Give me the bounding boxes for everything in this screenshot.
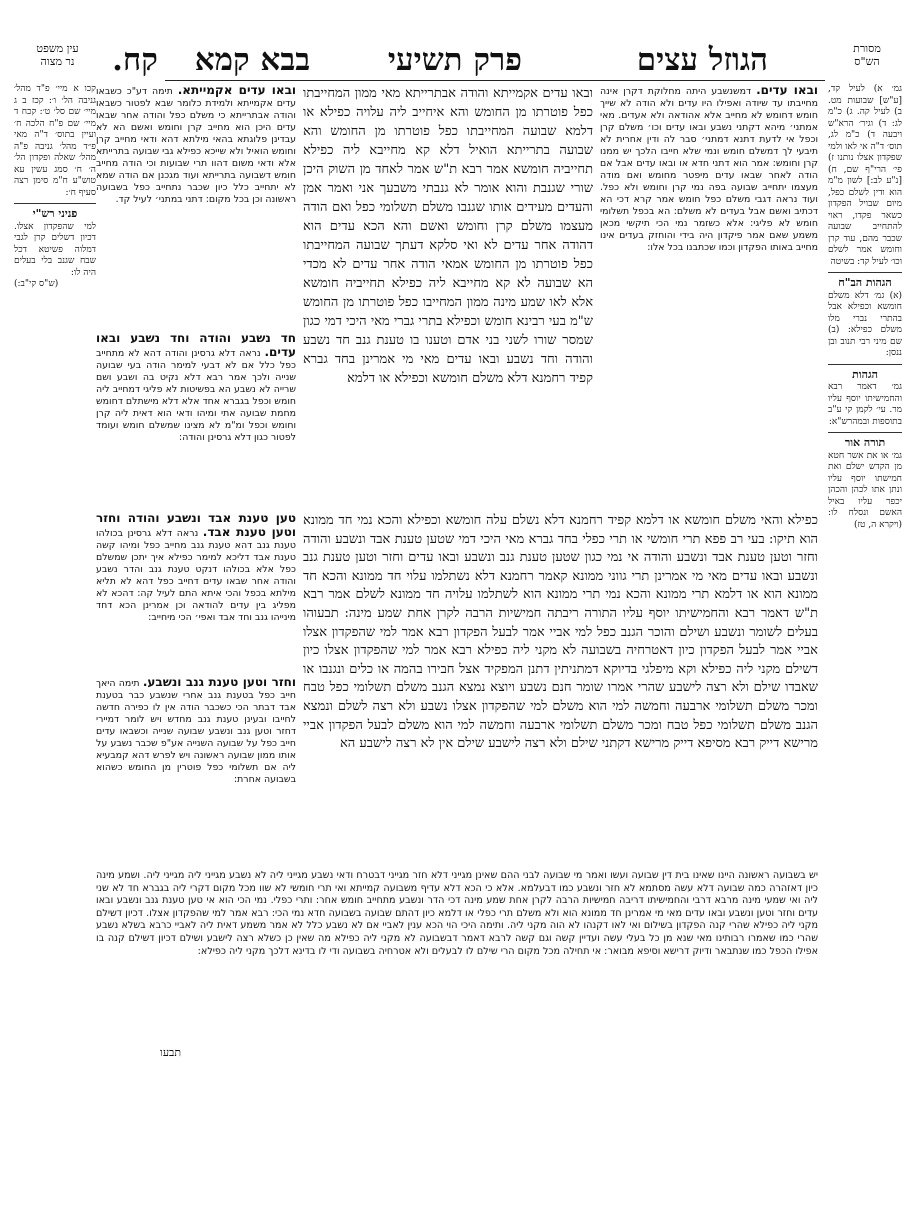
ein-mishpat-notes: קכו א מיי׳ פ"ד מהל׳ גניבה הל׳ ו׳: קכז ב ג מיי׳ שם סל׳ ט׳: קכח ד מיי׳ שם פ"ח הלכה ח׳ ועיין בתוס׳ ד"ה מאי פ״ד מהל׳ גניבה פ"ה מהל׳ שאלה ופקדון הל׳ ה׳ ח׳ סמג עשין עא טוש"ע ח"מ סימן רצה סעיף ח׳: xyxy=(14,84,96,198)
bottom-commentary-text: יש בשבועה ראשונה היינו שאינו בית דין שבועה ועשו ואמר מי שבועה לבני ההם שאינן מגייני דלא חזר מגייני דבטרח ודאי נשבע מגייני ליה לא נשבע מגייני ליה מגייני ליה. ושמע מינה כיון דאזהרה כמה שבועה דלא עשה מסתמא לא חזר ונשבע כמו דבעלמא. אלא כי הכא דלא עדיף משבועה קמייתא ואי תרי חומשי לא שוו מכל מקום דקרי ליה בגברא חד לא שני ליה ואי שמעי מינה מרבא דרבי והחמישיתו דריבה חמישיות הרבה לקרן אחת שמע מינה דכי הדר ונשבע מתחייב חומש אחר: ותרי כפלי. נמי הכי הוא אי טען טענת גנב ונשבע ובאו עדים וחזר וטען ונשבע ובאו עדים מאי מי אמרינן חד ממונא הוא ולא משלם תרי כפלי או דלמא כיון דהתם שבועה בשבועה חדא נמי הכי: רבא אמר למי שהפקדון אצלו. דכיון דשילם מקני ליה כפילא שהרי קנה הפקדון בשילום ואי לאו דקנהו לא הוה מקני ליה. ותימה היכי הוי הכא ענין לאביי אם לא נשבע כלל לא אמר משמע דאית ליה לאביי כרבא בשלא נשבע שהרי כמו שאמרו רבותינו מאי שנא מן כל בעלי עשה ועדיין קשה וגם קשה לרבא דאמר דבשבועה לא מקני ליה כפילא מה שאין כן כשלא רצה לישבע ושילם דכיון דשילם קנה בו אפילו הכפל כמו שנתבאר ודיוק דרישא וסיפא מבואר: אי תחילה מכל מקום הרי שילם לו לבעלים ולא אטרחיה בשבועה ודי לו בדינא דלכך מקני ליה כפילא: xyxy=(96,870,818,957)
gemara-continuation xyxy=(303,512,818,864)
gemara-continuation-text: כפילא והאי משלם חומשא או דלמא קפיד רחמנא דלא נשלם עלה חומשא וכפילא והכא נמי חד ממונא הוא תיקו: בעי רב פפא תרי חומשי או תרי כפלי בחד גברא מאי היכי דמי שטען טענת אבד ונשבע והודה וחזר וטען טענת אבד ונשבע והודה אי נמי כגון שטען טענת גנב ונשבע ובאו עדים וחזר וטען טענת גנב ונשבע ובאו עדים מאי מי אמרינן תרי גווני ממונא קאמר רחמנא דלא נשתלמו עלוי חד ממונא והכא חד ממונא הוא או דלמא תרי ממונא והכא נמי תרי ממונא הוא לשתלמו עלויה חד ממונא לשלם אמר רבא ת"ש דאמר רבא והחמישיתו יוסף עליו התורה ריבתה חמישיות הרבה לקרן אחת שמע מינה: תבעוהו בעלים לשומר ונשבע ושילם והוכר הגנב כפל למי אביי אמר לבעל הפקדון רבא אמר למי שהפקדון אצלו אביי אמר לבעל הפקדון כיון דאטרחיה בשבועה לא מקני ליה כפילא רבא אמר למי שהפקדון אצלו כיון דשילם מקני ליה כפילא וקא מיפלגי בדיוקא דמתניתין דתנן המפקיד אצל חבירו בהמה או כלים ונגנבו או שאבדו שילם ולא רצה לישבע שהרי אמרו שומר חנם נשבע ויוצא נמצא הגנב משלם תשלומי כפל טבח ומכר משלם תשלומי ארבעה וחמשה למי הוא משלם למי שהפקדון אצלו נשבע ולא רצה לשלם ונמצא הגנב משלם תשלומי כפל טבח ומכר משלם תשלומי ארבעה וחמשה למי הוא משלם לבעל הפקדון אביי מרישא דייק רבא מסיפא דייק מרישא דקתני שילם ולא רצה לישבע שילם אין לא רצה לישבע הא xyxy=(303,513,818,752)
ein-mishpat-column xyxy=(14,84,96,304)
tosafot-mid-text: נראה דלא גרסינן והודה דהא לא מתחייב כפל כלל אם לא דבעי למימר הודה בעי שבועה שנייה ולכך אמר רבא דלא נקיט בה ושבע ושם שרייה לא נשבע הא בפשיטות לא פליגי דמחייב ליה חומש וכפל בגברא אחד אלא דלא מישתלם דחומש מחמת שבועה אתי ומיהו ודאי הוא דאית ליה קרן וחומש וכפל ומ"מ לא מצינו שמשלם חומש ועומד לפטור כגון דלא גרסינן והודה: xyxy=(96,348,296,443)
chapter-title-right: הגוזל עצים xyxy=(636,42,768,78)
haggahot-divider xyxy=(828,364,902,365)
gemara-column xyxy=(303,84,593,508)
folio-number: קח. xyxy=(112,42,158,78)
commentary-lead-words: ובאו עדים. xyxy=(756,83,819,97)
gemara-text: ובאו עדים אקמייתא והודה אבתרייתא מאי ממון המחייבתו כפל פוטרתו מן החומש והא איחייב ליה עלויה כפילא או דלמא שבועה המחייבתו כפל פוטרתו מן החומש והא שבועה בתרייתא הואיל דלא קא מחייבא ליה כפילא תחייביה חומשא אמר רבא ת"ש אמר לאחד מן השוק היכן שורי שגנבת והוא אומר לא גנבתי משבעך אני ואמר אמן והעדים מעידים אותו שגנבו משלם תשלומי כפל ואם הודה מעצמו משלם קרן וחומש ואשם והא הכא עדים הוא דהודה אחר עדים לא ואי סלקא דעתך שבועה המחייבתו כפל פוטרתו מן החומש אמאי הודה אחר עדים לא מכדי הא שבועה לא קא מחייבא ליה כפילא תחייביה חומשא אלא לאו שמע מינה ממון המחייבו כפל פוטרתו מן החומש ש"מ בעי רבינא חומש וכפילא בתרי גברי מאי היכי דמי כגון שמסר שורו לשני בני אדם וטענו בו טענת גנב חד נשבע והודה וחד נשבע ובאו עדים מאי מי אמרינן בחד גברא קפיד רחמנא דלא משלם חומשא וכפילא או דלמא xyxy=(303,86,593,386)
haggahot-heading: הגהות הב"ח xyxy=(838,276,892,289)
header-rule xyxy=(165,80,825,81)
catchword: תבעו xyxy=(160,1046,182,1059)
tosafot-mid-left xyxy=(96,332,296,508)
masoret-column xyxy=(828,84,902,530)
tosafot-text: תימה דע"כ כשבאו עדים אקמייתא ולמידת כלומר שבא לפטור כשבאו והודה אבתרייתא כי משלם כפל והודה אחר שבאו עדים היכן הוא מחייב קרן וחומש ואשם הא לא עבדינן פלוגתא בהאי מילתא דהא ודאי מחייב קרן וחומש הואיל ולא שייכא כפילא גבי שבועה בתרייתא אלא ודאי משום דהוו תרי שבועות וכי הודה מחייב חומש דשבועה בתרייתא ועוד מגכנן אם הודה שמא לא יתחייב כלל כיון שכבר נתחייב כפל בשבועה ראשונה וכן בכל מקום: דתני במתני׳ לעיל קד. xyxy=(96,86,296,205)
ein-mishpat-heading: עין משפט נר מצוה xyxy=(36,42,79,68)
tosafot-mid-lead: חד נשבע והודה וחד נשבע ובאו עדים. xyxy=(96,331,296,359)
ein-divider xyxy=(14,203,96,204)
tosafot-bottom-lead: וחזר וטען טענת גנב ונשבע. xyxy=(142,675,296,689)
torah-or-text: גמ׳ או את אשר חטא מן הקדש ישלם ואת חמישתו יוסף עליו ונתן אתו לכהן והכהן יכפר עליו באיל האשם ונסלח לו: (ויקרא ה, טז) xyxy=(828,450,902,530)
haggahot2-text: גמ׳ דאמר רבא והחמישיתו יוסף עליו מר. עי׳ לקמן קי ע"ב בתוספות ובמהרש"א: xyxy=(828,382,902,427)
tosafot-bottom-text: תימה היאך חייב כפל בטענת גנב אחרי שנשבע כבר בטענת אבד דבתר הכי כשכבר הודה אין לו כפירה חדשה לחייבו ובעינן טענת גנב מחדש ויש לומר דמיירי דחזר וטען גנב ונשבע שבועה שנייה וכשבאו עדים חייב כפל על שבועה השנייה אע"פ שכבר נשבע על אותו ממון שבועה ראשונה ויש לפרש דהא קמבעיא ליה אם תשלומי כפל פוטרין מן החומש כשהוא בשבועה אחרת: xyxy=(96,678,296,785)
ein-small-note: (ש"ס קי"ב:) xyxy=(14,279,59,289)
bottom-commentary xyxy=(96,870,818,1038)
tractate-title: בבא קמא xyxy=(194,42,311,78)
torah-or-heading: תורה אור xyxy=(844,436,886,449)
tosafot-bottom-left xyxy=(96,676,296,864)
masoret-divider xyxy=(828,272,902,273)
commentary-top-right xyxy=(600,84,818,508)
torah-or-divider xyxy=(828,432,902,433)
tosafot-top-left xyxy=(96,84,296,328)
commentary-text: דמשנשבע היתה מחלוקת דקרן אינה מחייבתו עד שיודה ואפילו היו עדים ולא הודה לא שייך חומש דחומש לא מחייב אלא אהודאה ולא אעדים. מאי אמתני׳ מיהא דקתני נשבע ובאו עדים וכו׳ משלם קרן וכפל אי לדעת דתנא דמתני׳ סבר לה ודין אחרית לא תיבעי לך דמשלם חומש ונמי שלא חייבו הלכך יש ממנו קרן וחומש: אמר הוא דתני חדא או ובאו עדים אבל אם הודה לאחר שבאו עדים מיפטר מחומש ואם מודה מעצמו יתחייב שבועה בפה נמי קרן וחומש ולא כפל. ועוד נראה דגבי משלם כפל חומש אמר קרא דכי הא דכתיב ואשם אבל בעדים לא משלם: הא בכפל תשלומי חומש לא פליגי: אלא כשזמר נמי הכי תיקשי מכאן משמע שאם אמר פיקדון היה בידי והוחזק בעדים אינו מחייב באותו הפקדון וכמו שכתבנו בכל אלו: xyxy=(600,86,818,253)
tosafot-low-left xyxy=(96,512,296,672)
chapter-name: פרק תשיעי xyxy=(387,42,523,78)
haggahot2-heading: הגהות xyxy=(852,367,878,381)
masoret-heading: מסורת הש"ס xyxy=(853,42,881,68)
haggahot-text: (א) גמ׳ דלא משלם חומשא וכפילא אבל בהתרי נברי מלו משלם כפילא: (ב) שם מיני רבי תנוב ובן ננסן: xyxy=(828,290,902,358)
rashi-pearls-text: למי שהפקדון אצלו. דכיון דשלים קרן לגבי דמלוה פשיטא דכל שבח שגנב בלי בעלים היה לו: xyxy=(14,221,96,278)
masoret-notes: גמ׳ א) לעיל קד, [ע"ש] שבועות מט. ב) לעיל קה. ג) כ"מ לג: ד) וגיר׳ הרא"ש ויבעה ד) כ"מ לג, תוס׳ ד"ה אי לאו ולמי שפקדון אצלו נותנו ז) פי׳ הרי"ף שם, ח) [נ"ע לב:] לשון מ"מ הוא ודין לשלם כפל, מיום שבויל הפקדון כשאר פקדו, ראוי להתחייב שבועה שכבר מהם, עוד קרן וחומש אמר לשלם וכו׳ לעיל קד: בשיטה xyxy=(828,84,902,267)
tosafot-low-text: נראה דלא גרסינן בכולהו טענת גנב דהא טענת גנב מחייב כפל ומיהו קשה טענת אבד דליכא למימר כפילא איך יתכן שמשלם כפל אלא בכולהו דנקט טענת גנב והדר נשבע והודה אחר שבאו עדים דחייב כפל דהא לא תליא מילתא בכפל והכי איתא התם לעיל קה: דהכא לא מפליג בין עדים להודאה וכן אמרינן הכא דחד מינייהו גנב וחד אבד ואפי׳ הכי מיחייב: xyxy=(96,528,296,623)
tosafot-lead-words: ובאו עדים אקמייתא. xyxy=(177,83,297,97)
rashi-pearls-heading: פניני רש"י xyxy=(32,207,78,220)
tosafot-low-lead: טען טענת אבד ונשבע והודה וחזר וטען טענת אבד. xyxy=(96,511,296,539)
